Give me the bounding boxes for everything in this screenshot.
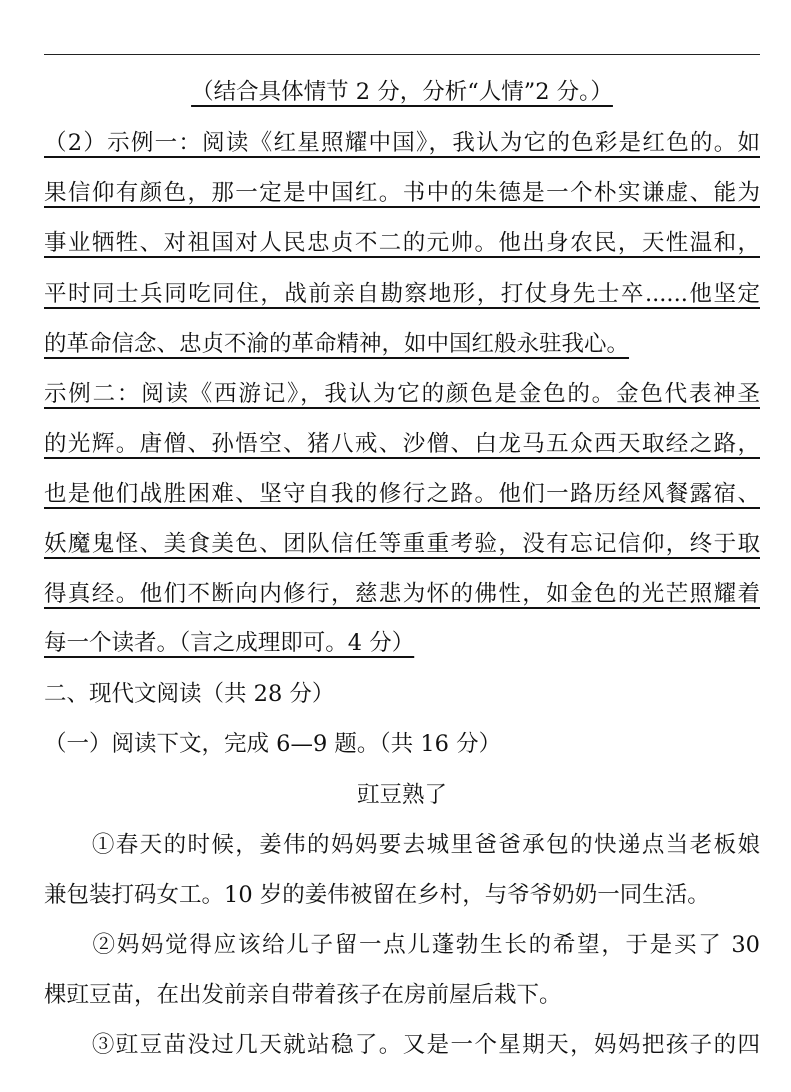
example1-line-5: 的革命信念、忠贞不渝的革命精神，如中国红般永驻我心。 xyxy=(44,331,630,357)
example1-line-3: 事业牺牲、对祖国对人民忠贞不二的元帅。他出身农民，天性温和， xyxy=(44,230,760,256)
example1-line-4: 平时同士兵同吃同住，战前亲自勘察地形，打仗身先士卒......他坚定 xyxy=(44,281,760,307)
scoring-note: （结合具体情节 2 分，分析“人情”2 分。） xyxy=(191,79,613,105)
example2-line-1: 示例二：阅读《西游记》，我认为它的颜色是金色的。金色代表神圣 xyxy=(44,381,760,407)
example1-line-2: 果信仰有颜色，那一定是中国红。书中的朱德是一个朴实谦虚、能为 xyxy=(44,180,760,206)
passage-title: 豇豆熟了 xyxy=(356,782,447,808)
section-heading: 二、现代文阅读（共 28 分） xyxy=(44,681,335,707)
example2-line-3: 也是他们战胜困难、坚守自我的修行之路。他们一路历经风餐露宿、 xyxy=(44,481,760,507)
example2-line-5: 得真经。他们不断向内修行，慈悲为怀的佛性，如金色的光芒照耀着 xyxy=(44,581,760,607)
passage-line-2: 兼包装打码女工。10 岁的姜伟被留在乡村，与爷爷奶奶一同生活。 xyxy=(44,882,710,908)
passage-line-3: ②妈妈觉得应该给儿子留一点儿蓬勃生长的希望，于是买了 30 xyxy=(44,932,760,958)
example2-line-2: 的光辉。唐僧、孙悟空、猪八戒、沙僧、白龙马五众西天取经之路， xyxy=(44,431,760,457)
example2-line-6: 每一个读者。（言之成理即可。4 分） xyxy=(44,630,415,656)
top-rule xyxy=(44,54,760,55)
passage-line-1: ①春天的时候，姜伟的妈妈要去城里爸爸承包的快递点当老板娘 xyxy=(44,832,760,858)
section-subheading: （一）阅读下文，完成 6—9 题。（共 16 分） xyxy=(44,731,502,757)
example2-line-4: 妖魔鬼怪、美食美色、团队信任等重重考验，没有忘记信仰，终于取 xyxy=(44,531,760,557)
passage-line-5: ③豇豆苗没过几天就站稳了。又是一个星期天，妈妈把孩子的四 xyxy=(44,1032,760,1058)
passage-line-4: 棵豇豆苗，在出发前亲自带着孩子在房前屋后栽下。 xyxy=(44,982,562,1008)
example1-line-1: （2）示例一：阅读《红星照耀中国》，我认为它的色彩是红色的。如 xyxy=(44,130,760,156)
